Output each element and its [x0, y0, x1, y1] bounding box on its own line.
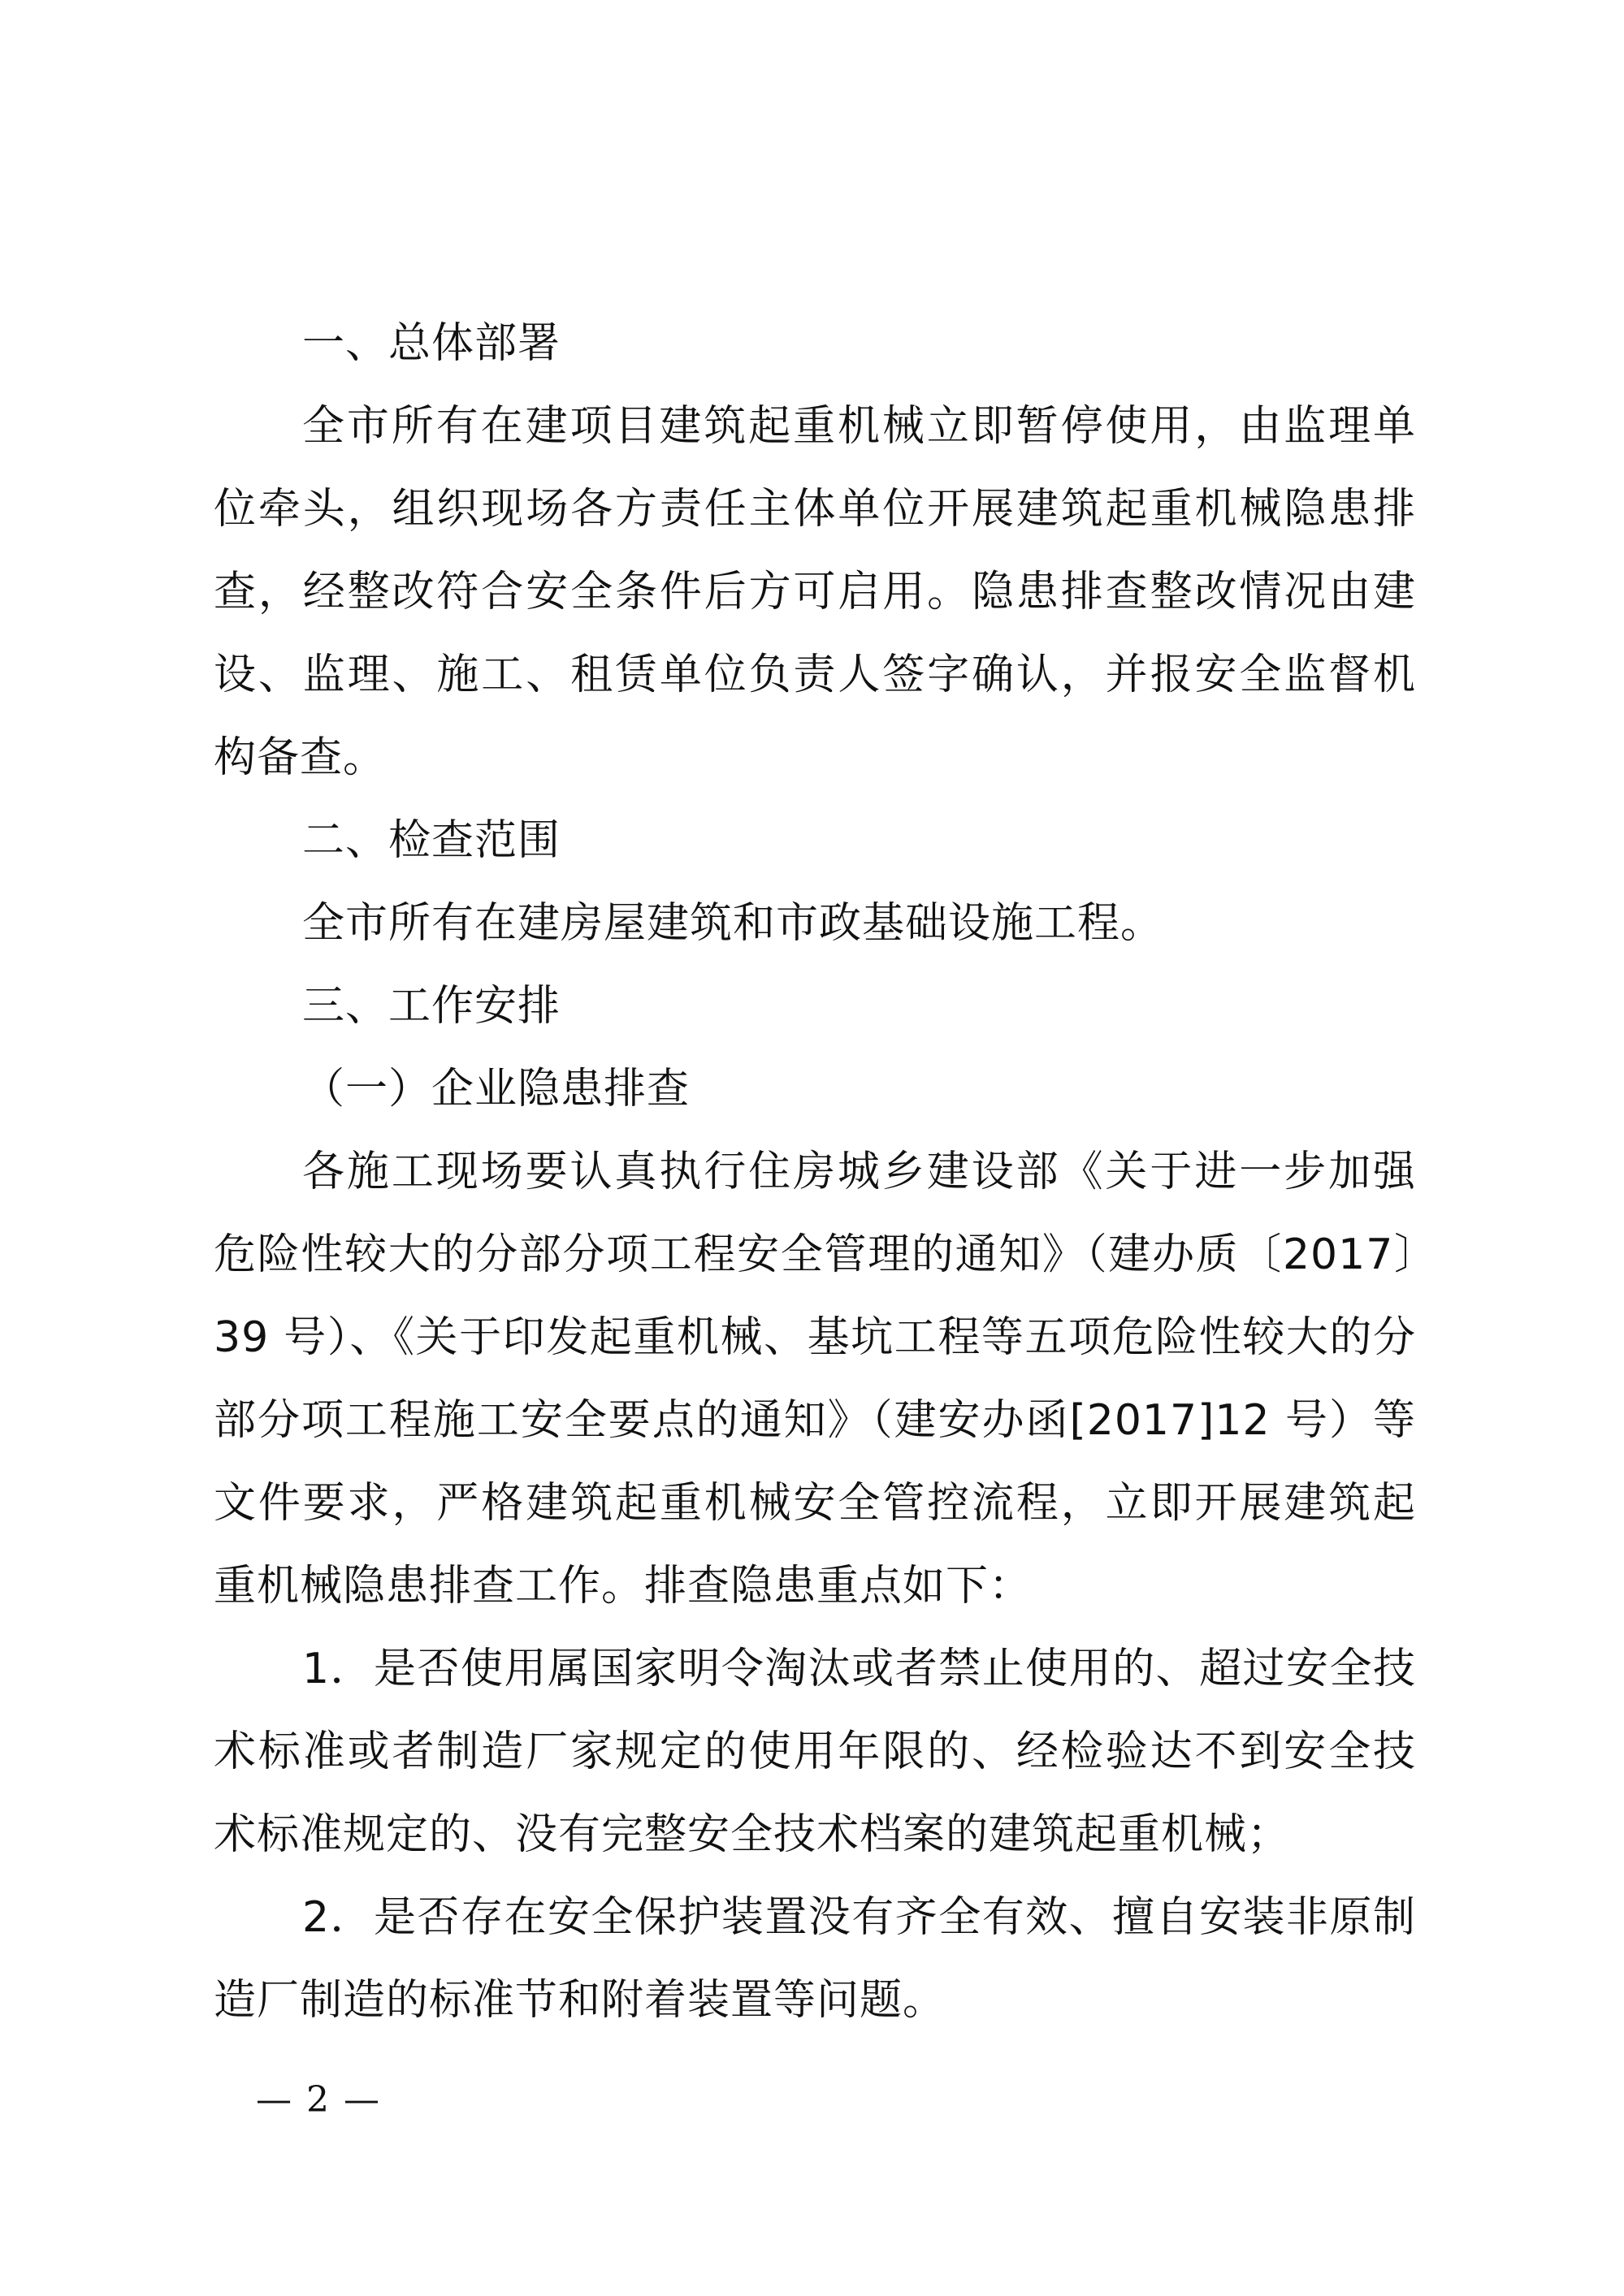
- section-heading-overall-deployment: 一、总体部署: [302, 319, 561, 368]
- paragraph-overall-deployment: 全市所有在建项目建筑起重机械立即暂停使用，由监理单位牵头，组织现场各方责任主体单位开展建筑起重机械隐患排查，经整改符合安全条件后方可启用。隐患排查整改情况由建设、监理、施工、租赁单位负责人签字确认，并报安全监督机构备查。: [214, 402, 1416, 782]
- section-heading-inspection-scope: 二、检查范围: [302, 816, 561, 865]
- paragraph-enterprise-inspection: 各施工现场要认真执行住房城乡建设部《关于进一步加强危险性较大的分部分项工程安全管理的通知》（建办质〔2017〕39 号）、《关于印发起重机械、基坑工程等五项危险性较大的分部分项工程施工安全要点的通知》（建安办函[2017]12 号）等文件要求，严格建筑起重机械安全管控流程，立即开展建筑起重机械隐患排查工作。排查隐患重点如下：: [214, 1148, 1416, 1611]
- section-heading-work-arrangement: 三、工作安排: [302, 982, 561, 1031]
- paragraph-inspection-scope: 全市所有在建房屋建筑和市政基础设施工程。: [302, 899, 1164, 948]
- list-item-1: 1．是否使用属国家明令淘汰或者禁止使用的、超过安全技术标准或者制造厂家规定的使用年限的、经检验达不到安全技术标准规定的、没有完整安全技术档案的建筑起重机械；: [214, 1645, 1416, 1859]
- document-body: [214, 302, 1416, 2042]
- list-item-2: 2．是否存在安全保护装置没有齐全有效、擅自安装非原制造厂制造的标准节和附着装置等问题。: [214, 1893, 1416, 2025]
- subsection-heading-enterprise-inspection: （一）企业隐患排查: [302, 1065, 691, 1113]
- page-number: — 2 —: [256, 2079, 381, 2121]
